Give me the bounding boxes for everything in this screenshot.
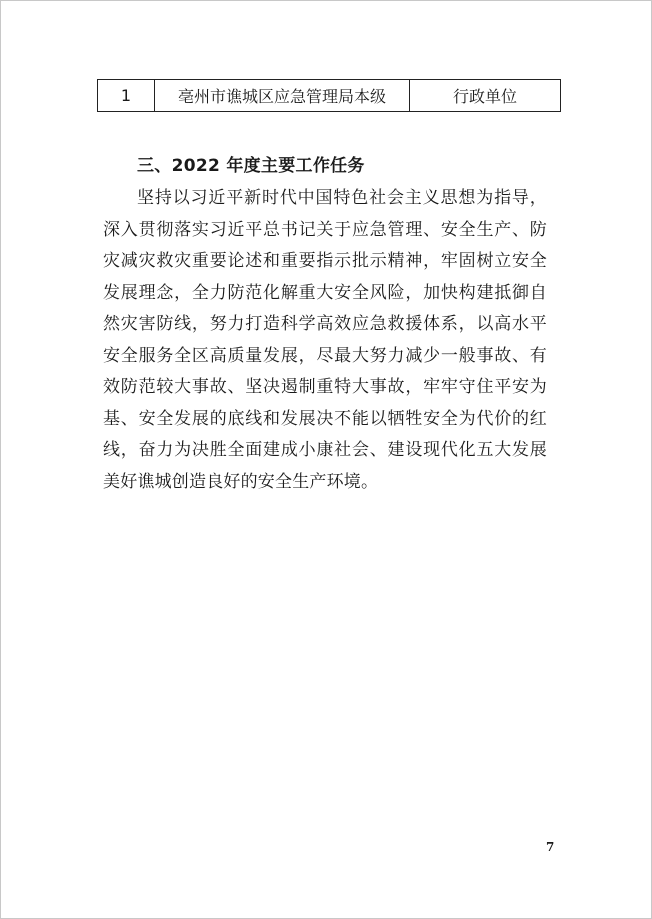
row-index-cell: 1 xyxy=(98,80,155,112)
page-number: 7 xyxy=(546,840,555,854)
unit-name-cell: 亳州市谯城区应急管理局本级 xyxy=(155,80,410,112)
table-row xyxy=(98,80,561,112)
unit-table xyxy=(97,79,561,112)
body-paragraph: 坚持以习近平新时代中国特色社会主义思想为指导，深入贯彻落实习近平总书记关于应急管理、安全生产、防灾减灾救灾重要论述和重要指示批示精神，牢固树立安全发展理念，全力防范化解重大安全风险，加快构建抵御自然灾害防线，努力打造科学高效应急救援体系，以高水平安全服务全区高质量发展，尽最大努力减少一般事故、有效防范较大事故、坚决遏制重特大事故，牢牢守住平安为基、安全发展的底线和发展决不能以牺牲安全为代价的红线，奋力为决胜全面建成小康社会、建设现代化五大发展美好谯城创造良好的安全生产环境。 xyxy=(103,188,547,492)
unit-type-cell: 行政单位 xyxy=(410,80,561,112)
section-heading: 三、2022 年度主要工作任务 xyxy=(137,156,365,176)
